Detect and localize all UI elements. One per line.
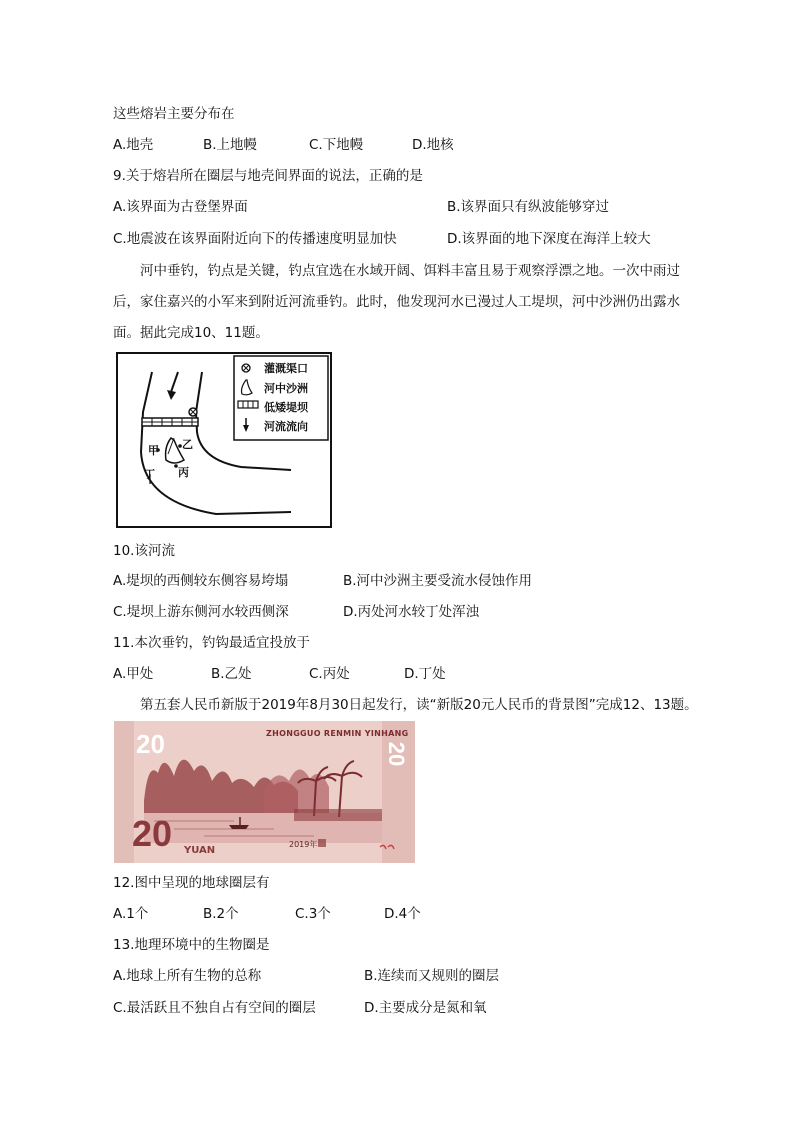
q13-option-a: A.地球上所有生物的总称 bbox=[113, 968, 262, 984]
q9-option-b: B.该界面只有纵波能够穿过 bbox=[447, 199, 610, 215]
point-bing-label: 丙 bbox=[178, 466, 189, 479]
banknote-yuan: YUAN bbox=[184, 845, 216, 856]
question-9-stem: 9.关于熔岩所在圈层与地壳间界面的说法，正确的是 bbox=[113, 168, 423, 184]
question-13-stem: 13.地理环境中的生物圈是 bbox=[113, 937, 270, 953]
q9-option-a: A.该界面为古登堡界面 bbox=[113, 199, 248, 215]
banknote-bank-name: ZHONGGUO RENMIN YINHANG bbox=[266, 729, 409, 738]
banknote-denomination-side: 20 bbox=[384, 741, 410, 767]
question-8-stem: 这些熔岩主要分布在 bbox=[113, 106, 235, 122]
q10-option-d: D.丙处河水较丁处浑浊 bbox=[343, 604, 480, 620]
legend-canal-label: 灌溉渠口 bbox=[264, 362, 308, 375]
q10-option-b: B.河中沙洲主要受流水侵蚀作用 bbox=[343, 573, 533, 589]
q12-option-a: A.1个 bbox=[113, 906, 149, 922]
q11-option-d: D.丁处 bbox=[404, 666, 446, 682]
q10-option-c: C.堤坝上游东侧河水较西侧深 bbox=[113, 604, 289, 620]
q13-option-b: B.连续而又规则的圈层 bbox=[364, 968, 500, 984]
q13-option-c: C.最活跃且不独自占有空间的圈层 bbox=[113, 1000, 316, 1016]
q8-option-d: D.地核 bbox=[412, 137, 454, 153]
q10-option-a: A.堤坝的西侧较东侧容易垮塌 bbox=[113, 573, 289, 589]
question-12-stem: 12.图中呈现的地球圈层有 bbox=[113, 875, 270, 891]
q9-option-d: D.该界面的地下深度在海洋上较大 bbox=[447, 231, 651, 247]
q12-option-d: D.4个 bbox=[384, 906, 421, 922]
point-yi-label: 乙 bbox=[182, 438, 193, 451]
question-10-stem: 10.该河流 bbox=[113, 543, 175, 559]
q12-option-b: B.2个 bbox=[203, 906, 239, 922]
banknote-denomination-large: 20 bbox=[132, 813, 173, 854]
banknote-year: 2019年 bbox=[289, 840, 318, 849]
passage-banknote: 第五套人民币新版于2019年8月30日起发行，读“新版20元人民币的背景图”完成12、13题。 bbox=[140, 697, 698, 713]
q11-option-b: B.乙处 bbox=[211, 666, 252, 682]
q11-option-c: C.丙处 bbox=[309, 666, 350, 682]
question-11-stem: 11.本次垂钓，钓钩最适宜投放于 bbox=[113, 635, 310, 651]
legend-dam-label: 低矮堤坝 bbox=[264, 401, 308, 414]
q12-option-c: C.3个 bbox=[295, 906, 331, 922]
q8-option-b: B.上地幔 bbox=[203, 137, 258, 153]
q11-option-a: A.甲处 bbox=[113, 666, 154, 682]
banknote-denomination-top: 20 bbox=[136, 729, 165, 759]
q13-option-d: D.主要成分是氮和氧 bbox=[364, 1000, 487, 1016]
point-jia-label: 甲 bbox=[148, 444, 159, 457]
passage-fishing: 河中垂钓，钓点是关键，钓点宜选在水域开阔、饵料丰富且易于观察浮漂之地。一次中雨过后，家住嘉兴的小军来到附近河流垂钓。此时，他发现河水已漫过人工堤坝，河中沙洲仍出露水面。据此完成10、11题。 bbox=[113, 263, 680, 341]
point-ding-label: 丁 bbox=[144, 468, 155, 481]
river-map-figure bbox=[116, 352, 332, 528]
legend-flow-label: 河流流向 bbox=[264, 420, 308, 433]
q9-option-c: C.地震波在该界面附近向下的传播速度明显加快 bbox=[113, 231, 397, 247]
q8-option-a: A.地壳 bbox=[113, 137, 154, 153]
q8-option-c: C.下地幔 bbox=[309, 137, 364, 153]
legend-sandbar-label: 河中沙洲 bbox=[264, 382, 308, 395]
banknote-image bbox=[114, 721, 415, 863]
